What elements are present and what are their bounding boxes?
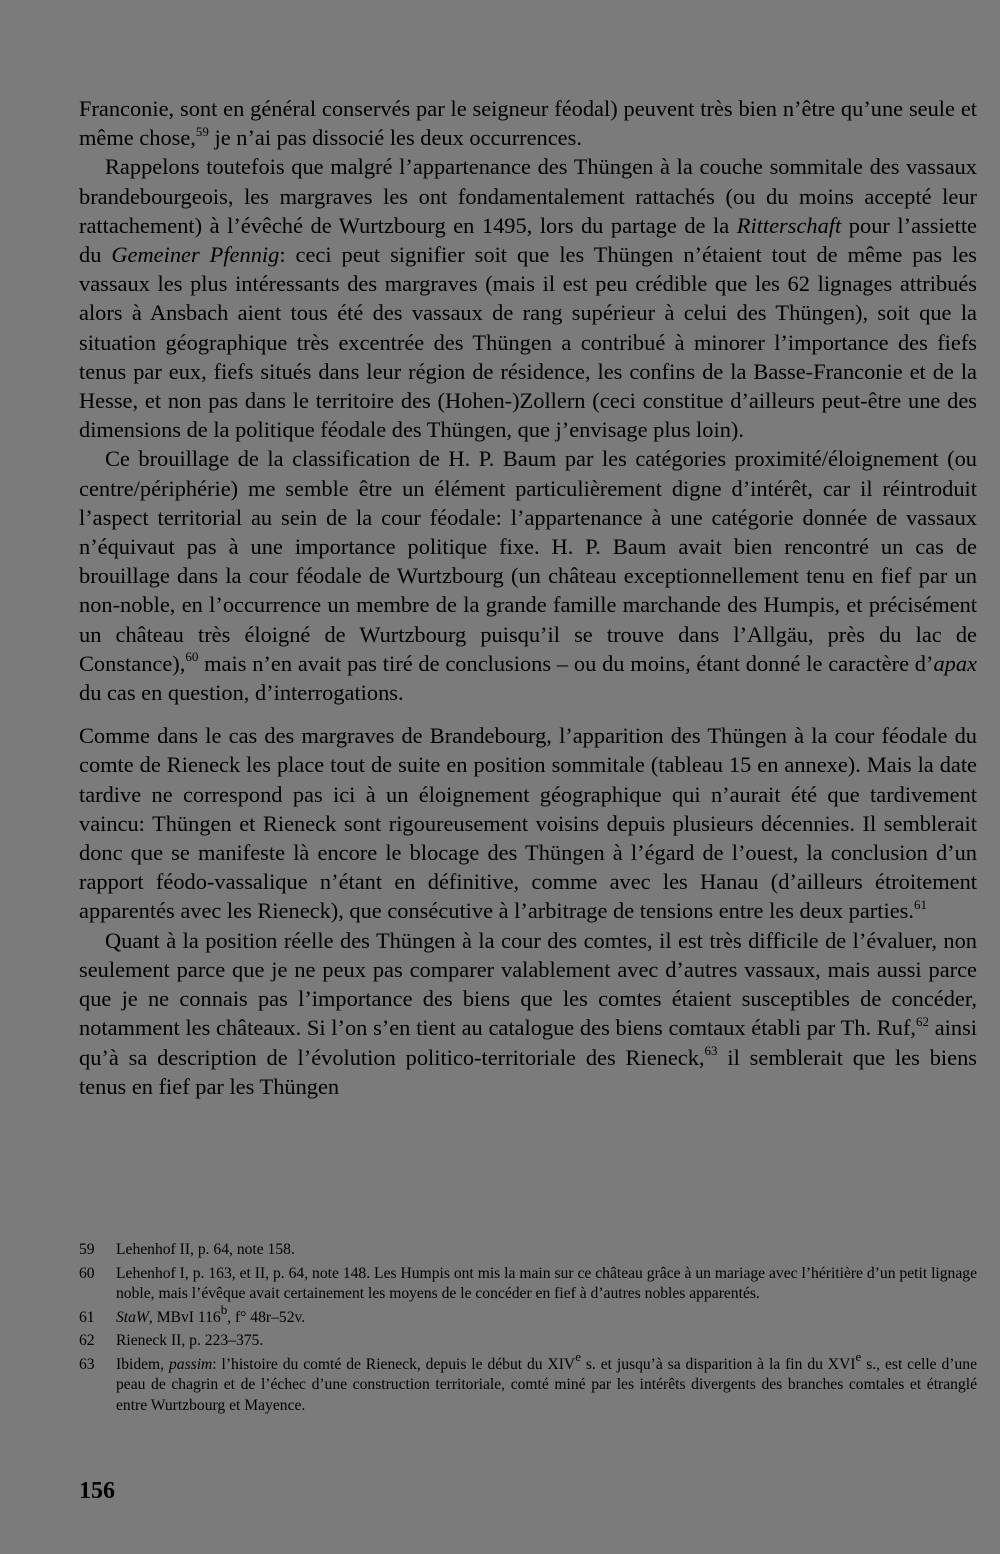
superscript: 62 (916, 1013, 929, 1029)
footnote (79, 1349, 978, 1417)
italic-text: Gemeiner Pfennig (111, 242, 280, 268)
footnote (79, 1240, 977, 1261)
text-run: Lehenhof I, p. 163, et II, p. 64, note 148. Les Humpis ont mis la main sur ce château grâce à un mariage avec l’héritière d’un petit lignage noble, mais l’évêque avait certainement les moyens de le concéder en fief à d’autres nobles apparentés. (116, 1264, 977, 1302)
footnote-text (116, 1331, 977, 1352)
text-run: Rappelons toutefois que malgré l’appartenance des Thüngen à la couche sommitale des vassaux brandebourgeois, les margraves les ont fondamentalement rattachés (ou du moins accepté leur rattachement) à l’évêché de Wurtzbourg en 1495, lors du partage de la (79, 154, 977, 238)
text-run: Lehenhof II, p. 64, note 158. (116, 1241, 295, 1258)
footnote (79, 1264, 977, 1305)
text-run: Rieneck II, p. 223–375. (116, 1332, 264, 1349)
superscript: 60 (185, 649, 199, 665)
text-run: : ceci peut signifier soit que les Thüngen n’étaient tout de même pas les vassaux les plus intéressants des margraves (mais il est peu crédible que les 62 lignages attribués alors à Ansbach aient tous été des vassaux de rang supérieur à celui des Thüngen), soit que la situation géographique très excentrée des Thüngen a contribué à minorer l’importance des fiefs tenus par eux, fiefs situés dans leur région de résidence, les confins de la Basse-Franconie et de la Hesse, et non pas dans le territoire des (Hohen-)Zollern (ceci constitue d’ailleurs peut-être une des dimensions de la politique féodale des Thüngen, que j’envisage plus loin). (79, 242, 977, 443)
superscript: 63 (704, 1043, 718, 1059)
text-run: s. et jusqu’à sa disparition à la fin du XVI (580, 1355, 856, 1373)
paragraph (79, 94, 977, 152)
text-run: mais n’en avait pas tiré de conclusions – ou du moins, étant donné le caractère d’ (198, 650, 934, 676)
paragraph (79, 152, 977, 444)
footnote (79, 1302, 977, 1329)
footnote-number: 62 (79, 1332, 95, 1349)
paragraph (79, 926, 977, 1101)
text-run: je n’ai pas dissocié les deux occurrences. (208, 125, 582, 151)
superscript: 61 (913, 897, 927, 913)
italic-text: passim (168, 1355, 213, 1373)
footnote-number: 63 (79, 1355, 95, 1373)
text-run: il semblerait que les biens tenus en fief par les Thüngen (79, 1044, 977, 1099)
italic-text: Ritterschaft (736, 212, 842, 238)
body-text (79, 94, 977, 1101)
superscript: 59 (195, 123, 209, 139)
footnotes (79, 1240, 977, 1419)
text-run: : l’histoire du comté de Rieneck, depuis le début du XIV (212, 1355, 576, 1373)
footnote-text (116, 1349, 978, 1417)
text-run: s., est celle d’une peau de chagrin et de l’échec d’une construction territoriale, comté miné par les intérêts divergents des branches comtales et étranglé entre Wurtzbourg et Mayence. (116, 1355, 978, 1414)
superscript: b (220, 1302, 228, 1318)
footnote-text (116, 1240, 977, 1261)
text-run: Quant à la position réelle des Thüngen à la cour des comtes, il est très difficile de l’évaluer, non seulement parce que je ne peux pas comparer valablement avec d’autres vassaux, mais aussi parce que je ne connais pas l’importance des biens que les comtes étaient susceptibles de concéder, notamment les châteaux. Si l’on s’en tient au catalogue des biens comtaux établi par Th. Ruf, (79, 927, 977, 1041)
footnote (79, 1331, 977, 1352)
text-run: Ibidem, (116, 1355, 169, 1373)
page-number: 156 (79, 1478, 115, 1504)
text-run: Franconie, sont en général conservés par le seigneur féodal) peuvent très bien n’être qu’une seule et même chose, (79, 96, 977, 151)
footnote-number: 59 (79, 1241, 95, 1258)
text-run: Ce brouillage de la classification de H. P. Baum par les catégories proximité/éloignement (ou centre/périphérie) me semble être un élément particulièrement digne d’intérêt, car il réintroduit l’aspect territorial au sein de la cour féodale: l’appartenance à une catégorie donnée de vassaux n’équivaut pas à une importance politique fixe. H. P. Baum avait bien rencontré un cas de brouillage dans la cour féodale de Wurtzbourg (un château exceptionnellement tenu en fief par un non-noble, en l’occurrence un membre de la grande famille marchande des Humpis, et précisément un château très éloigné de Wurtzbourg puisqu’il se trouve dans l’Allgäu, près du lac de Constance), (79, 446, 977, 676)
footnote-number: 60 (79, 1264, 95, 1282)
footnote-text (116, 1302, 977, 1329)
footnote-text (116, 1264, 977, 1305)
superscript: e (855, 1349, 862, 1365)
paragraph (79, 721, 977, 925)
italic-text: apax (933, 650, 977, 676)
footnote-number: 61 (79, 1308, 95, 1326)
italic-text: StaW (116, 1308, 149, 1326)
text-run: , f° 48r–52v. (227, 1308, 306, 1326)
text-run: , MBvI 116 (148, 1308, 221, 1326)
text-run: du cas en question, d’interrogations. (79, 680, 404, 706)
text-run: pour l’assiette du (79, 212, 977, 268)
text-run: Comme dans le cas des margraves de Brandebourg, l’apparition des Thüngen à la cour féodale du comte de Rieneck les place tout de suite en position sommitale (tableau 15 en annexe). Mais la date tardive ne correspond pas ici à un éloignement géographique qui n’aurait été que tardivement vaincu: Thüngen et Rieneck sont rigoureusement voisins depuis plusieurs décennies. Il semblerait donc que se manifeste là encore le blocage des Thüngen à l’égard de l’ouest, la conclusion d’un rapport féodo-vassalique n’étant en définitive, comme avec les Hanau (d’ailleurs étroitement apparentés avec les Rieneck), que consécutive à l’arbitrage de tensions entre les deux parties. (79, 723, 977, 924)
paragraph (79, 444, 977, 707)
superscript: e (575, 1349, 581, 1365)
text-run: ainsi qu’à sa description de l’évolution politico-territoriale des Rieneck, (79, 1015, 978, 1070)
